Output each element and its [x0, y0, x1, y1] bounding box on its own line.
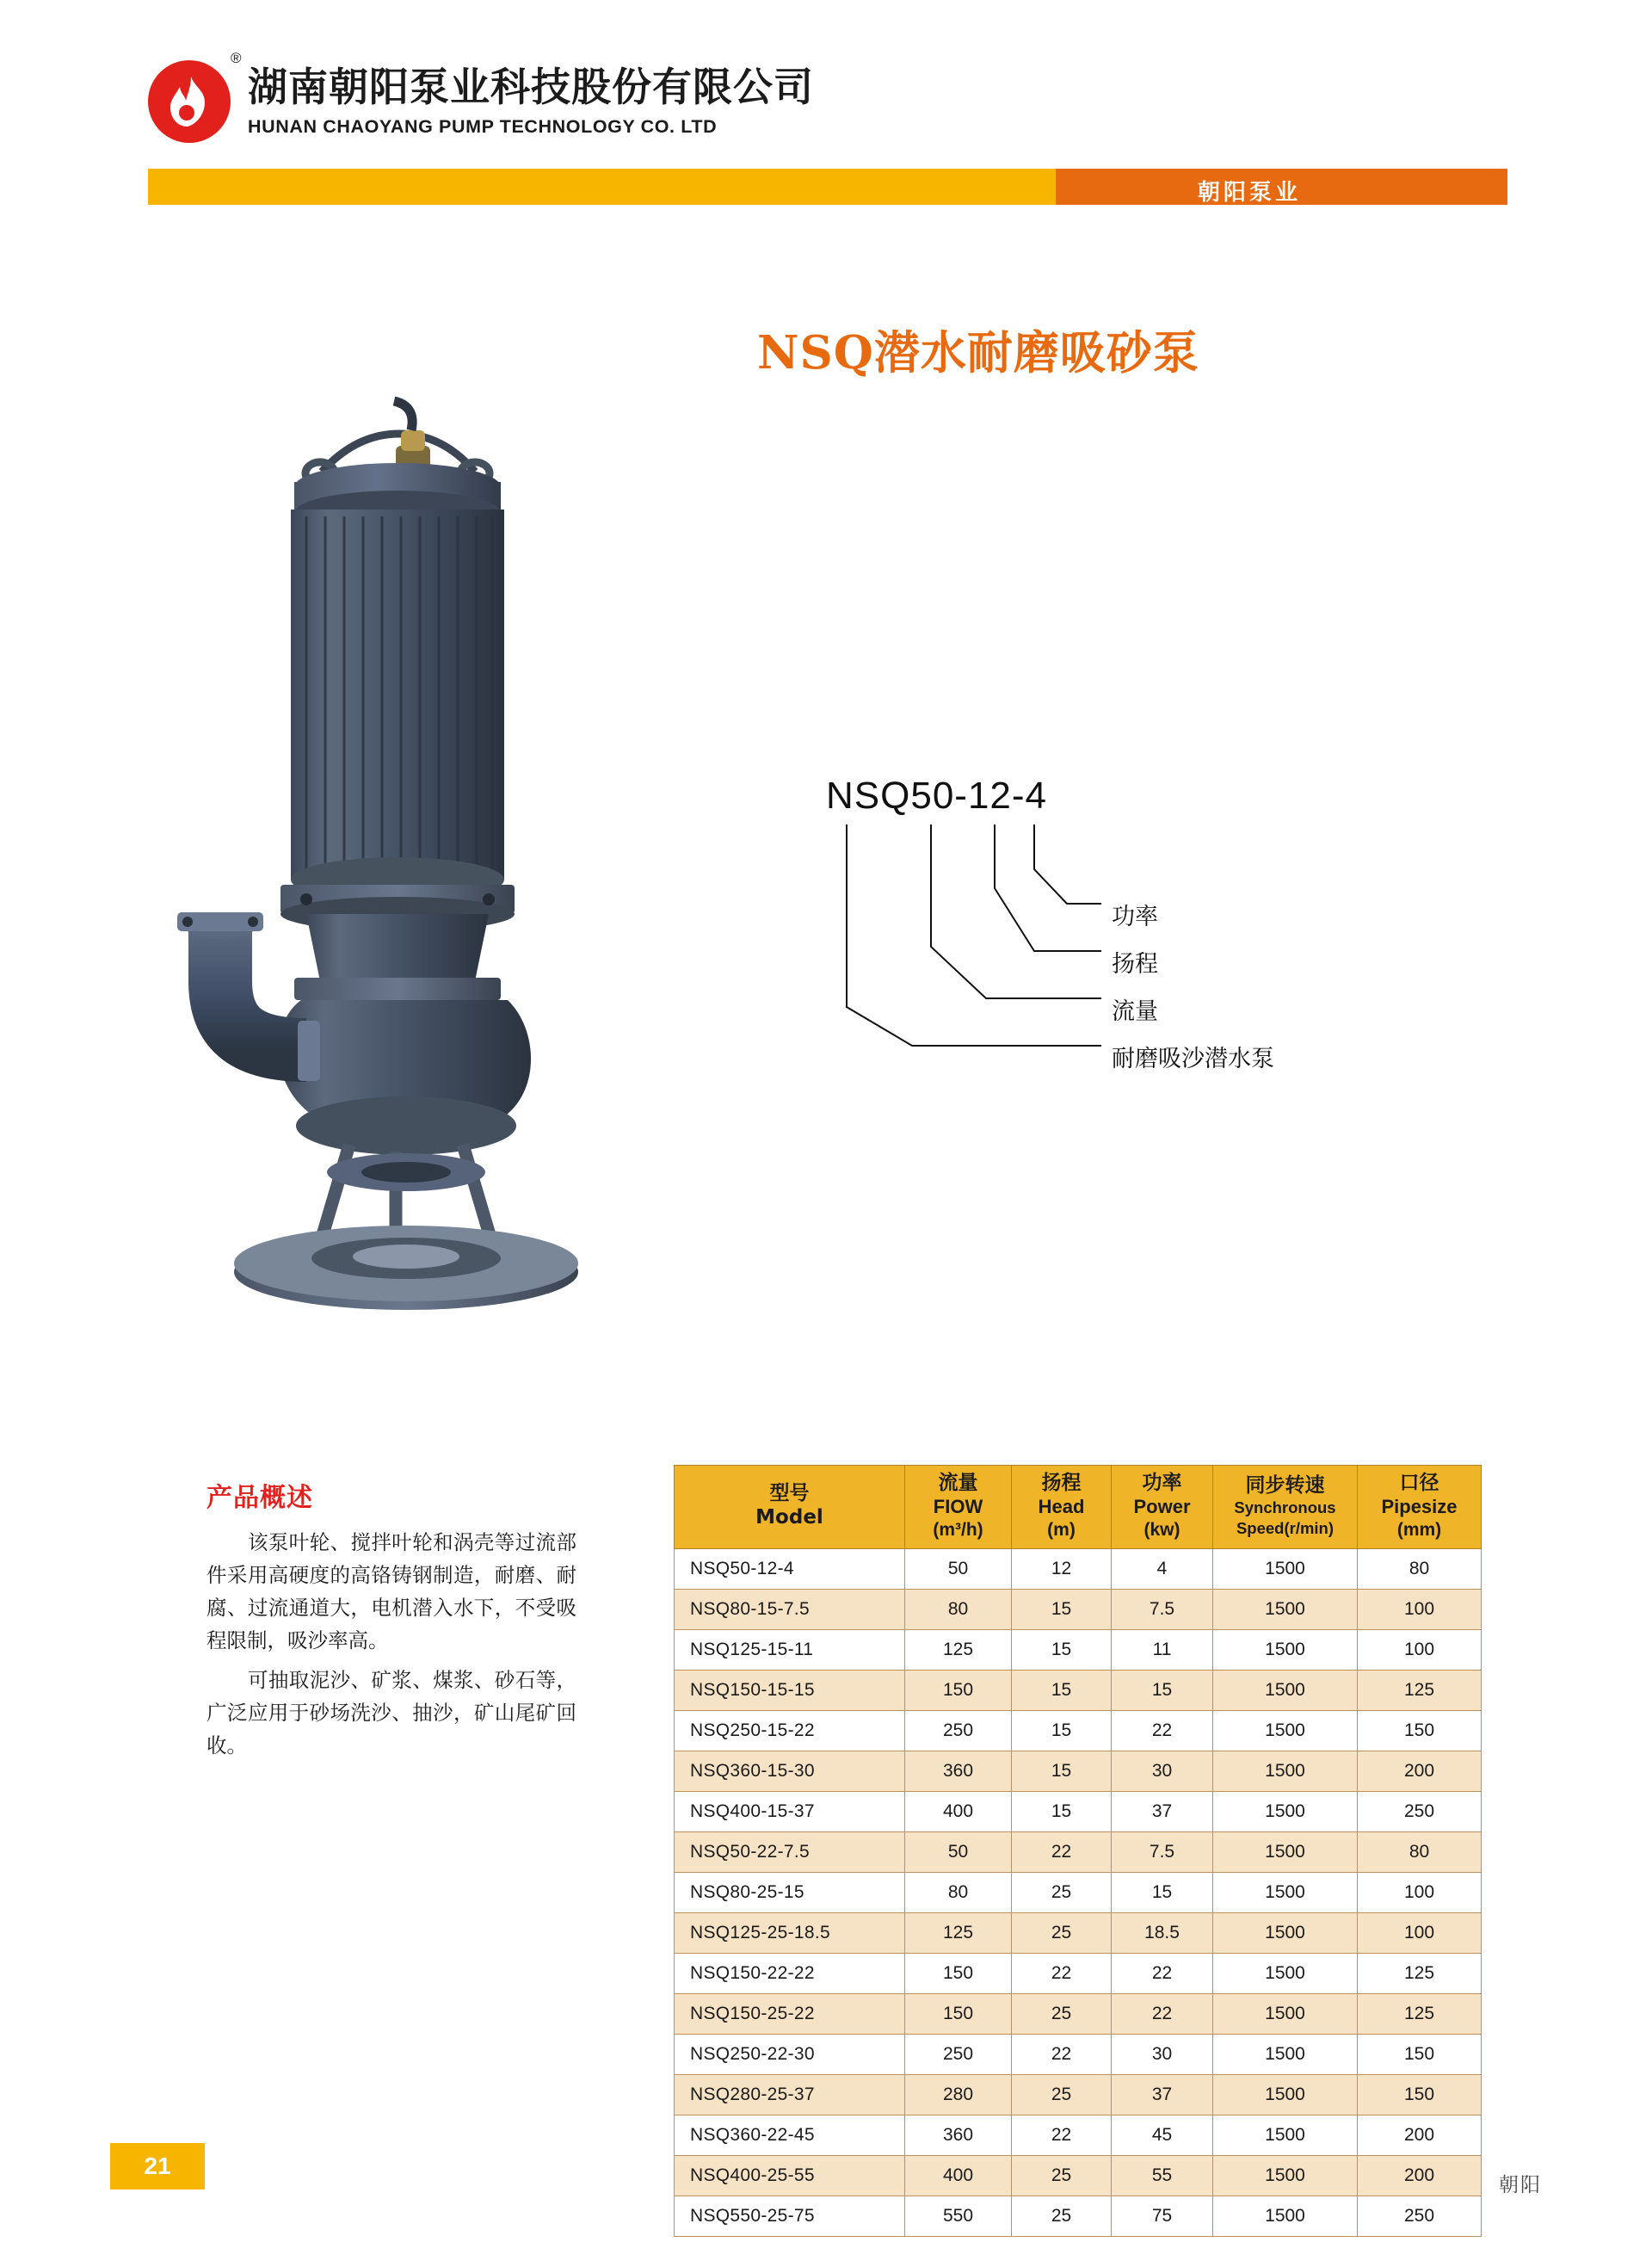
table-cell-model: NSQ360-15-30: [675, 1751, 905, 1791]
table-cell-model: NSQ150-15-15: [675, 1670, 905, 1710]
table-row: [675, 2115, 1482, 2155]
naming-code: NSQ50-12-4: [826, 775, 1048, 817]
product-overview: [206, 1476, 576, 1769]
table-cell-model: NSQ150-22-22: [675, 1953, 905, 1993]
table-cell-model: NSQ360-22-45: [675, 2115, 905, 2155]
table-cell-value: 55: [1112, 2155, 1213, 2196]
table-cell-value: 15: [1012, 1670, 1112, 1710]
table-cell-value: 150: [1358, 2074, 1482, 2115]
table-col-flow-cn: 流量: [938, 1472, 978, 1494]
table-cell-value: 550: [905, 2196, 1012, 2236]
table-col-flow-en: FIOW: [933, 1496, 983, 1518]
table-cell-value: 250: [1358, 2196, 1482, 2236]
table-row: [675, 1953, 1482, 1993]
table-row: [675, 1831, 1482, 1872]
table-cell-value: 1500: [1213, 2074, 1358, 2115]
table-cell-value: 45: [1112, 2115, 1213, 2155]
table-cell-value: 360: [905, 2115, 1012, 2155]
table-cell-value: 7.5: [1112, 1831, 1213, 1872]
table-col-power: [1112, 1466, 1213, 1549]
overview-paragraph-1: 该泵叶轮、搅拌叶轮和涡壳等过流部件采用高硬度的高铬铸钢制造，耐磨、耐腐、过流通道大，电机潜入水下，不受吸程限制，吸沙率高。: [206, 1530, 576, 1653]
table-cell-value: 1500: [1213, 1831, 1358, 1872]
table-cell-value: 250: [1358, 1791, 1482, 1831]
table-cell-value: 25: [1012, 2155, 1112, 2196]
table-col-flow-unit: (m³/h): [933, 1519, 983, 1540]
table-cell-value: 80: [1358, 1831, 1482, 1872]
page-number: 21: [144, 2152, 171, 2179]
table-col-flow: [905, 1466, 1012, 1549]
table-cell-value: 15: [1112, 1872, 1213, 1912]
table-cell-value: 1500: [1213, 1629, 1358, 1670]
header-banner: [148, 169, 1507, 205]
table-cell-value: 125: [905, 1912, 1012, 1953]
table-cell-value: 30: [1112, 2034, 1213, 2074]
table-cell-model: NSQ550-25-75: [675, 2196, 905, 2236]
table-cell-value: 100: [1358, 1912, 1482, 1953]
table-cell-value: 100: [1358, 1872, 1482, 1912]
table-row: [675, 1629, 1482, 1670]
table-row: [675, 1548, 1482, 1589]
table-cell-model: NSQ80-25-15: [675, 1872, 905, 1912]
table-col-head-en: Head: [1038, 1496, 1085, 1518]
table-cell-value: 150: [905, 1993, 1012, 2034]
table-cell-value: 1500: [1213, 1791, 1358, 1831]
table-cell-value: 25: [1012, 2074, 1112, 2115]
table-cell-value: 100: [1358, 1629, 1482, 1670]
table-cell-value: 12: [1012, 1548, 1112, 1589]
table-cell-value: 15: [1012, 1710, 1112, 1751]
table-cell-value: 15: [1012, 1751, 1112, 1791]
overview-title: 产品概述: [206, 1483, 313, 1513]
table-cell-value: 250: [905, 1710, 1012, 1751]
table-cell-value: 400: [905, 2155, 1012, 2196]
table-cell-model: NSQ400-15-37: [675, 1791, 905, 1831]
table-cell-value: 30: [1112, 1751, 1213, 1791]
table-cell-value: 22: [1112, 1993, 1213, 2034]
table-cell-value: 1500: [1213, 1589, 1358, 1629]
footer-brand: 朝阳: [1499, 2174, 1542, 2196]
spec-table-wrapper: [674, 1465, 1481, 2237]
table-cell-value: 1500: [1213, 1912, 1358, 1953]
table-header-row: [675, 1466, 1482, 1549]
submersible-sand-pump-photo: [138, 344, 706, 1325]
table-cell-value: 150: [905, 1670, 1012, 1710]
table-row: [675, 1872, 1482, 1912]
table-col-pipesize-cn: 口径: [1399, 1472, 1439, 1494]
table-cell-value: 37: [1112, 1791, 1213, 1831]
table-cell-value: 280: [905, 2074, 1012, 2115]
table-row: [675, 1993, 1482, 2034]
table-cell-value: 25: [1012, 1993, 1112, 2034]
table-col-model-cn: 型号: [769, 1481, 810, 1504]
table-cell-model: NSQ50-12-4: [675, 1548, 905, 1589]
table-cell-value: 11: [1112, 1629, 1213, 1670]
page-title: NSQ潜水耐磨吸砂泵: [757, 326, 1199, 380]
naming-label-head: 扬程: [1112, 951, 1158, 978]
banner-orange-segment: [1056, 169, 1507, 205]
page-header: [0, 0, 1652, 215]
table-col-power-en: Power: [1133, 1496, 1191, 1518]
table-row: [675, 1710, 1482, 1751]
table-col-speed: [1213, 1466, 1358, 1549]
pump-illustration-svg: [138, 344, 706, 1325]
table-cell-value: 22: [1012, 2034, 1112, 2074]
table-cell-value: 75: [1112, 2196, 1213, 2236]
table-cell-value: 50: [905, 1548, 1012, 1589]
table-row: [675, 1589, 1482, 1629]
table-cell-value: 1500: [1213, 1751, 1358, 1791]
table-cell-model: NSQ250-15-22: [675, 1710, 905, 1751]
page-number-tab: [110, 2143, 205, 2190]
naming-label-power: 功率: [1112, 904, 1158, 930]
table-col-speed-en: Synchronous: [1234, 1498, 1336, 1516]
table-cell-value: 125: [1358, 1670, 1482, 1710]
table-cell-value: 360: [905, 1751, 1012, 1791]
naming-label-flow: 流量: [1112, 998, 1158, 1025]
table-cell-value: 37: [1112, 2074, 1213, 2115]
table-cell-value: 1500: [1213, 2034, 1358, 2074]
table-col-power-cn: 功率: [1142, 1472, 1182, 1494]
table-row: [675, 1791, 1482, 1831]
table-cell-model: NSQ150-25-22: [675, 1993, 905, 2034]
table-col-head-cn: 扬程: [1041, 1472, 1082, 1494]
table-cell-value: 4: [1112, 1548, 1213, 1589]
table-cell-value: 100: [1358, 1589, 1482, 1629]
table-row: [675, 2196, 1482, 2236]
table-col-speed-cn: 同步转速: [1245, 1473, 1325, 1497]
table-cell-value: 1500: [1213, 2155, 1358, 2196]
registered-trademark-mark: ®: [231, 50, 242, 66]
table-cell-value: 80: [1358, 1548, 1482, 1589]
table-cell-value: 1500: [1213, 1710, 1358, 1751]
table-col-pipesize-unit: (mm): [1396, 1519, 1442, 1540]
table-cell-value: 250: [905, 2034, 1012, 2074]
table-col-head-unit: (m): [1047, 1519, 1076, 1540]
table-cell-value: 200: [1358, 1751, 1482, 1791]
table-col-speed-unit: Speed(r/min): [1236, 1518, 1335, 1537]
naming-label-series: 耐磨吸沙潜水泵: [1112, 1046, 1274, 1072]
banner-label: 朝阳泵业: [1198, 180, 1302, 206]
table-cell-value: 25: [1012, 2196, 1112, 2236]
flame-logo-icon: [148, 60, 231, 143]
table-cell-value: 15: [1012, 1589, 1112, 1629]
table-cell-value: 15: [1112, 1670, 1213, 1710]
table-cell-value: 25: [1012, 1912, 1112, 1953]
table-col-model: [675, 1466, 905, 1549]
table-cell-value: 50: [905, 1831, 1012, 1872]
table-cell-value: 1500: [1213, 1953, 1358, 1993]
table-cell-value: 22: [1112, 1953, 1213, 1993]
company-name-cn: 湖南朝阳泵业科技股份有限公司: [248, 64, 814, 111]
table-cell-model: NSQ400-25-55: [675, 2155, 905, 2196]
table-cell-value: 400: [905, 1791, 1012, 1831]
overview-paragraph-2: 可抽取泥沙、矿浆、煤浆、砂石等，广泛应用于砂场洗沙、抽沙，矿山尾矿回收。: [206, 1668, 576, 1758]
table-cell-value: 150: [1358, 1710, 1482, 1751]
table-cell-value: 1500: [1213, 1872, 1358, 1912]
table-cell-value: 22: [1012, 2115, 1112, 2155]
table-cell-value: 80: [905, 1589, 1012, 1629]
table-cell-value: 15: [1012, 1791, 1112, 1831]
table-cell-model: NSQ250-22-30: [675, 2034, 905, 2074]
table-row: [675, 1670, 1482, 1710]
table-row: [675, 2155, 1482, 2196]
table-cell-value: 1500: [1213, 1548, 1358, 1589]
table-cell-value: 150: [905, 1953, 1012, 1993]
table-cell-value: 125: [1358, 1953, 1482, 1993]
table-cell-value: 22: [1012, 1953, 1112, 1993]
table-col-pipesize: [1358, 1466, 1482, 1549]
table-cell-value: 200: [1358, 2115, 1482, 2155]
flame-icon-svg: [165, 75, 213, 128]
table-cell-value: 15: [1012, 1629, 1112, 1670]
table-col-pipesize-en: Pipesize: [1381, 1496, 1458, 1518]
table-cell-value: 150: [1358, 2034, 1482, 2074]
banner-yellow-segment: [148, 169, 1056, 205]
table-row: [675, 2034, 1482, 2074]
table-header: [675, 1466, 1482, 1549]
table-cell-value: 22: [1012, 1831, 1112, 1872]
table-row: [675, 1912, 1482, 1953]
specification-table: [674, 1465, 1482, 2237]
table-cell-value: 25: [1012, 1872, 1112, 1912]
table-cell-value: 7.5: [1112, 1589, 1213, 1629]
table-cell-model: NSQ125-25-18.5: [675, 1912, 905, 1953]
table-cell-value: 80: [905, 1872, 1012, 1912]
table-col-head: [1012, 1466, 1112, 1549]
table-cell-value: 1500: [1213, 2115, 1358, 2155]
table-cell-value: 18.5: [1112, 1912, 1213, 1953]
table-col-model-en: Model: [755, 1505, 823, 1529]
table-row: [675, 2074, 1482, 2115]
table-cell-value: 125: [1358, 1993, 1482, 2034]
table-cell-value: 22: [1112, 1710, 1213, 1751]
table-body: [675, 1548, 1482, 2236]
table-cell-value: 1500: [1213, 2196, 1358, 2236]
table-col-power-unit: (kw): [1143, 1519, 1180, 1540]
table-cell-model: NSQ80-15-7.5: [675, 1589, 905, 1629]
table-cell-value: 200: [1358, 2155, 1482, 2196]
table-cell-model: NSQ125-15-11: [675, 1629, 905, 1670]
company-logo: [148, 60, 814, 143]
table-cell-value: 125: [905, 1629, 1012, 1670]
table-row: [675, 1751, 1482, 1791]
table-cell-model: NSQ50-22-7.5: [675, 1831, 905, 1872]
table-cell-value: 1500: [1213, 1670, 1358, 1710]
table-cell-model: NSQ280-25-37: [675, 2074, 905, 2115]
company-name-en: HUNAN CHAOYANG PUMP TECHNOLOGY CO. LTD: [248, 115, 718, 137]
company-name-block: [248, 65, 814, 138]
model-naming-diagram: [817, 775, 1420, 1072]
table-cell-value: 1500: [1213, 1993, 1358, 2034]
